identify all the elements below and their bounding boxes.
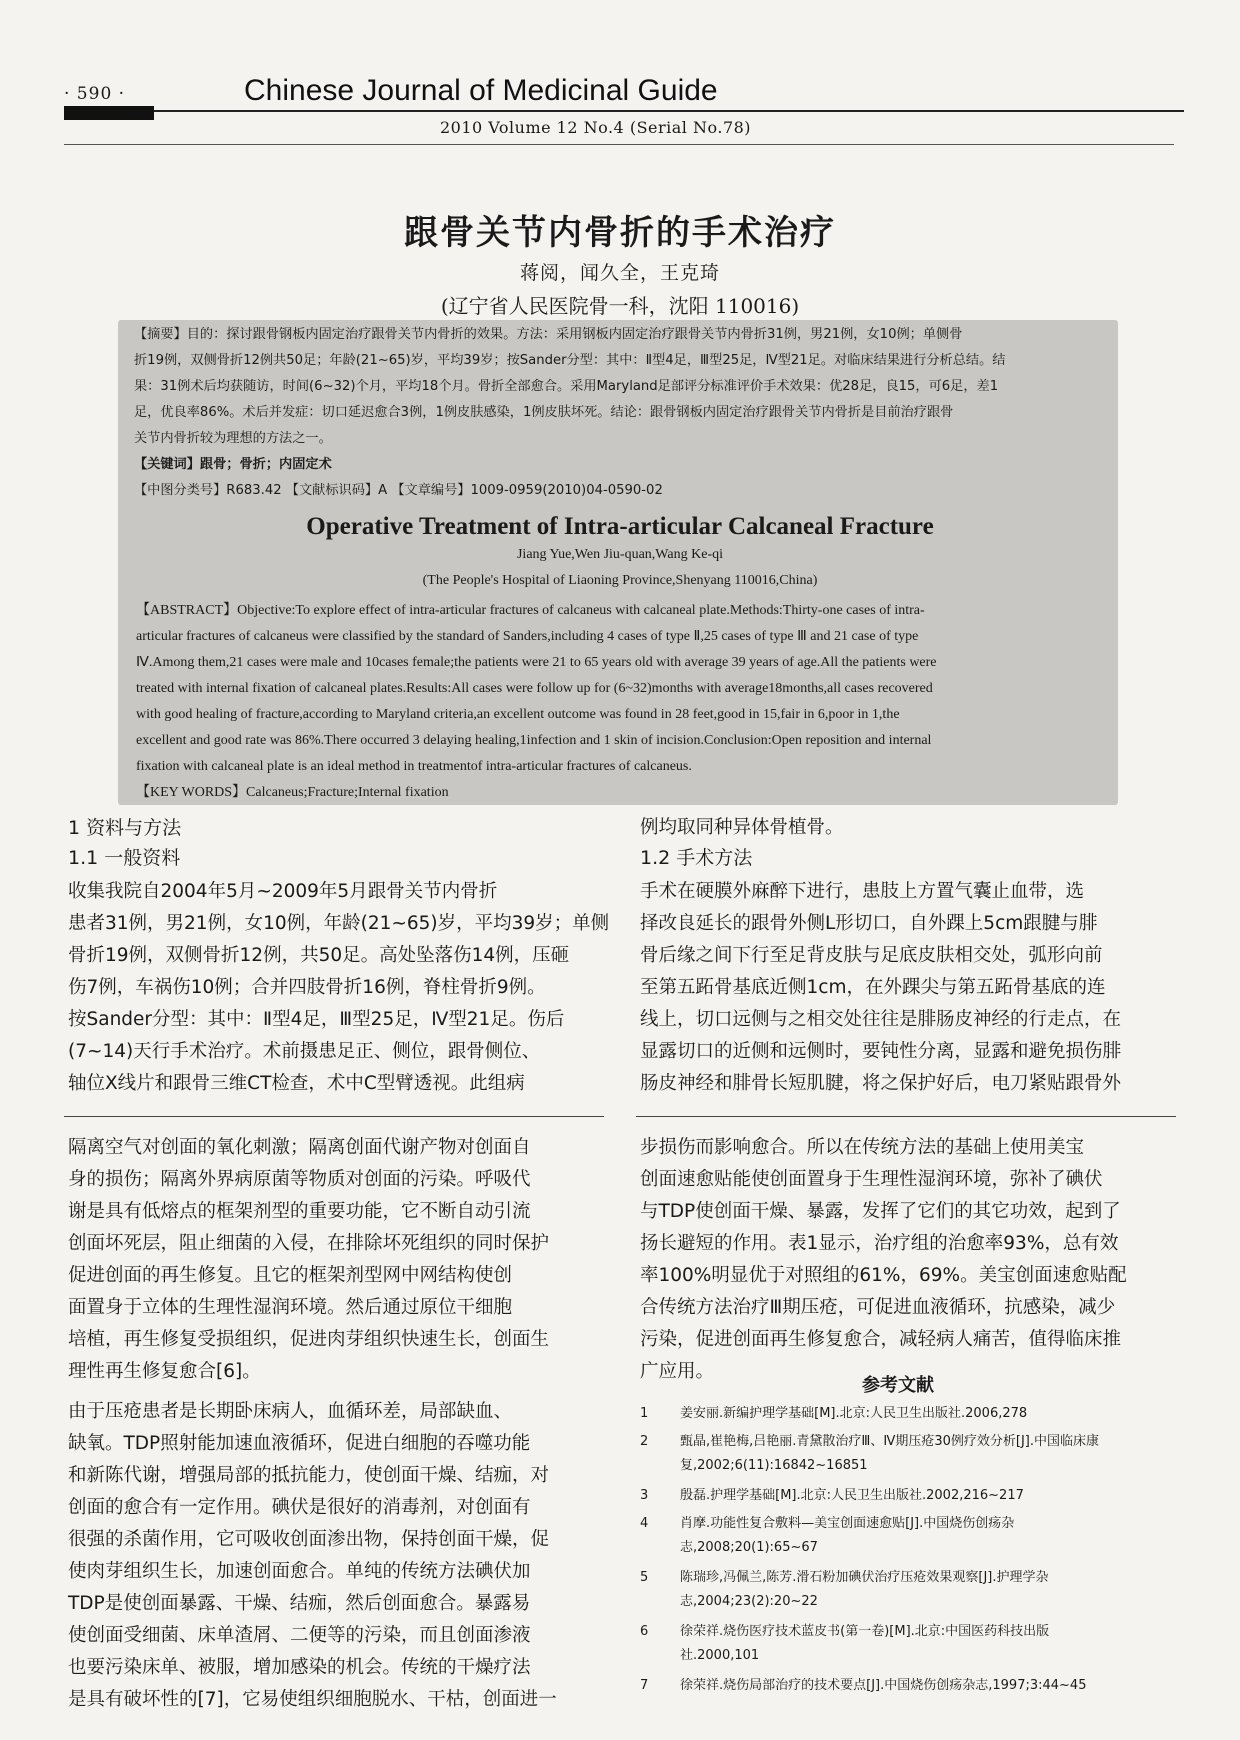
header-divider	[64, 144, 1174, 145]
reference-number: 5	[640, 1570, 649, 1585]
body-line: 手术在硬膜外麻醉下进行，患肢上方置气囊止血带，选	[640, 881, 1085, 902]
body-line: 骨折19例，双侧骨折12例，共50足。高处坠落伤14例，压砸	[68, 945, 570, 966]
reference-item	[640, 1430, 1099, 1478]
section-divider	[64, 1116, 604, 1117]
reference-text: 徐荣祥.烧伤医疗技术蓝皮书(第一卷)[M].北京:中国医药科技出版	[680, 1624, 1050, 1639]
reference-item	[640, 1402, 1027, 1426]
reference-number: 4	[640, 1516, 649, 1531]
body-line: 线上，切口远侧与之相交处往往是腓肠皮神经的行走点，在	[640, 1009, 1122, 1030]
body-line: 由于压疮患者是长期卧床病人，血循环差，局部缺血、	[68, 1401, 513, 1422]
body-line: 也要污染床单、被服，增加感染的机会。传统的干燥疗法	[68, 1657, 531, 1678]
body-line: 很强的杀菌作用，它可吸收创面渗出物，保持创面干燥，促	[68, 1529, 550, 1550]
header-bar	[64, 106, 154, 120]
reference-text: 复,2002;6(11):16842~16851	[680, 1458, 868, 1473]
body-line: 步损伤而影响愈合。所以在传统方法的基础上使用美宝	[640, 1137, 1085, 1158]
body-line: 至第五跖骨基底近侧1cm，在外踝尖与第五跖骨基底的连	[640, 977, 1106, 998]
reference-text: 徐荣祥.烧伤局部治疗的技术要点[J].中国烧伤创疡杂志,1997;3:44~45	[680, 1678, 1087, 1693]
header-rule	[154, 110, 1184, 112]
body-line: 收集我院自2004年5月~2009年5月跟骨关节内骨折	[68, 881, 498, 902]
reference-text: 殷磊.护理学基础[M].北京:人民卫生出版社.2002,216~217	[680, 1488, 1024, 1503]
body-line: 污染，促进创面再生修复愈合，减轻病人痛苦，值得临床推	[640, 1329, 1122, 1350]
reference-text: 志,2004;23(2):20~22	[680, 1594, 818, 1609]
abstract-cn-line: 果：31例术后均获随访，时间(6~32)个月，平均18个月。骨折全部愈合。采用Maryland足部评分标准评价手术效果：优28足，良15，可6足，差1	[134, 379, 999, 394]
authors-en: Jiang Yue,Wen Jiu-quan,Wang Ke-qi	[516, 547, 723, 562]
journal-title: Chinese Journal of Medicinal Guide	[244, 74, 718, 107]
body-line: 身的损伤；隔离外界病原菌等物质对创面的污染。呼吸代	[68, 1169, 531, 1190]
body-line: 择改良延长的跟骨外侧L形切口，自外踝上5cm跟腱与腓	[640, 913, 1098, 934]
abstract-cn-line: 足，优良率86%。术后并发症：切口延迟愈合3例，1例皮肤感染，1例皮肤坏死。结论：跟骨钢板内固定治疗跟骨关节内骨折是目前治疗跟骨	[134, 405, 954, 420]
abstract-en-line: excellent and good rate was 86%.There occurred 3 delaying healing,1infection and 1 skin of incision.Conclusion:Open reposition and internal	[136, 733, 932, 748]
body-line: 例均取同种异体骨植骨。	[640, 817, 844, 838]
reference-item	[640, 1566, 1049, 1614]
body-line: TDP是使创面暴露、干燥、结痂，然后创面愈合。暴露易	[68, 1593, 531, 1614]
reference-text: 姜安丽.新编护理学基础[M].北京:人民卫生出版社.2006,278	[680, 1406, 1028, 1421]
reference-number: 2	[640, 1434, 649, 1449]
reference-item	[640, 1674, 1086, 1698]
reference-item	[640, 1484, 1024, 1508]
keywords-en: 【KEY WORDS】Calcaneus;Fracture;Internal fixation	[136, 785, 449, 800]
page-number: · 590 ·	[64, 84, 126, 104]
body-line: 隔离空气对创面的氧化刺激；隔离创面代谢产物对创面自	[68, 1137, 531, 1158]
reference-number: 6	[640, 1624, 649, 1639]
abstract-en-line: 【ABSTRACT】Objective:To explore effect of intra-articular fractures of calcaneus with calcaneal plate.Methods:Thirty-one cases of intra-	[136, 603, 925, 618]
body-line: 促进创面的再生修复。且它的框架剂型网中网结构使创	[68, 1265, 513, 1286]
references-heading: 参考文献	[862, 1375, 934, 1396]
subsection-heading: 1.1 一般资料	[68, 847, 181, 869]
reference-item	[640, 1620, 1049, 1668]
section-divider	[636, 1116, 1176, 1117]
body-line: 与TDP使创面干燥、暴露，发挥了它们的其它功效，起到了	[640, 1201, 1121, 1222]
section-heading: 1 资料与方法	[68, 817, 182, 839]
body-line: 率100%明显优于对照组的61%，69%。美宝创面速愈贴配	[640, 1265, 1127, 1286]
body-line: 骨后缘之间下行至足背皮肤与足底皮肤相交处，弧形向前	[640, 945, 1103, 966]
abstract-cn-line: 关节内骨折较为理想的方法之一。	[134, 431, 332, 446]
affiliation-cn: (辽宁省人民医院骨一科，沈阳 110016)	[440, 294, 800, 318]
abstract-en-line: articular fractures of calcaneus were classified by the standard of Sanders,including 4 cases of type Ⅱ,25 cases of type Ⅲ and 21 case of type	[136, 629, 919, 644]
body-line: 理性再生修复愈合[6]。	[68, 1361, 261, 1382]
reference-text: 甄晶,崔艳梅,吕艳丽.青黛散治疗Ⅲ、Ⅳ期压疮30例疗效分析[J].中国临床康	[680, 1434, 1100, 1449]
body-line: 肠皮神经和腓骨长短肌腱，将之保护好后，电刀紧贴跟骨外	[640, 1073, 1122, 1094]
subsection-heading: 1.2 手术方法	[640, 847, 753, 869]
body-line: 和新陈代谢，增强局部的抵抗能力，使创面干燥、结痂，对	[68, 1465, 550, 1486]
reference-text: 社.2000,101	[680, 1648, 760, 1663]
body-line: 扬长避短的作用。表1显示，治疗组的治愈率93%，总有效	[640, 1233, 1119, 1254]
reference-text: 肖摩.功能性复合敷料—美宝创面速愈贴[J].中国烧伤创疡杂	[680, 1516, 1015, 1531]
article-title-en: Operative Treatment of Intra-articular Calcaneal Fracture	[306, 513, 934, 540]
body-line: 是具有破坏性的[7]，它易使组织细胞脱水、干枯，创面进一	[68, 1689, 557, 1710]
article-title-cn: 跟骨关节内骨折的手术治疗	[404, 213, 836, 253]
reference-number: 7	[640, 1678, 649, 1693]
classification-line: 【中图分类号】R683.42 【文献标识码】A 【文章编号】1009-0959(2010)04-0590-02	[134, 483, 663, 498]
abstract-cn-line: 折19例，双侧骨折12例共50足；年龄(21~65)岁，平均39岁；按Sander分型：其中：Ⅱ型4足，Ⅲ型25足，Ⅳ型21足。对临床结果进行分析总结。结	[134, 353, 1006, 368]
body-line: 创面的愈合有一定作用。碘伏是很好的消毒剂，对创面有	[68, 1497, 531, 1518]
body-line: 使肉芽组织生长，加速创面愈合。单纯的传统方法碘伏加	[68, 1561, 531, 1582]
body-line: 合传统方法治疗Ⅲ期压疮，可促进血液循环，抗感染，减少	[640, 1297, 1116, 1318]
body-line: 伤7例，车祸伤10例；合并四肢骨折16例，脊柱骨折9例。	[68, 977, 546, 998]
keywords-cn: 【关键词】跟骨；骨折；内固定术	[134, 457, 332, 472]
body-line: 轴位X线片和跟骨三维CT检查，术中C型臂透视。此组病	[68, 1073, 525, 1094]
abstract-cn-line: 【摘要】目的：探讨跟骨钢板内固定治疗跟骨关节内骨折的效果。方法：采用钢板内固定治疗跟骨关节内骨折31例，男21例，女10例；单侧骨	[134, 327, 963, 342]
body-line: 显露切口的近侧和远侧时，要钝性分离，显露和避免损伤腓	[640, 1041, 1122, 1062]
affiliation-en: (The People's Hospital of Liaoning Province,Shenyang 110016,China)	[422, 573, 818, 588]
abstract-en-line: with good healing of fracture,according to Maryland criteria,an excellent outcome was found in 28 feet,good in 15,fair in 6,poor in 1,the	[136, 707, 900, 722]
body-line: 使创面受细菌、床单渣屑、二便等的污染，而且创面渗液	[68, 1625, 531, 1646]
body-line: 培植，再生修复受损组织，促进肉芽组织快速生长，创面生	[68, 1329, 550, 1350]
issue-line: 2010 Volume 12 No.4 (Serial No.78)	[440, 118, 752, 137]
reference-number: 1	[640, 1406, 649, 1421]
abstract-en-line: fixation with calcaneal plate is an ideal method in treatmentof intra-articular fractures of calcaneus.	[136, 759, 692, 774]
body-line: 患者31例，男21例，女10例，年龄(21~65)岁，平均39岁；单侧	[68, 913, 610, 934]
reference-item	[640, 1512, 1014, 1560]
reference-text: 陈瑞珍,冯佩兰,陈芳.滑石粉加碘伏治疗压疮效果观察[J].护理学杂	[680, 1570, 1049, 1585]
abstract-en-line: Ⅳ.Among them,21 cases were male and 10cases female;the patients were 21 to 65 years old with average 39 years of age.All the patients were	[136, 655, 937, 670]
reference-number: 3	[640, 1488, 649, 1503]
body-line: 缺氧。TDP照射能加速血液循环，促进白细胞的吞噬功能	[68, 1433, 531, 1454]
abstract-en-line: treated with internal fixation of calcaneal plates.Results:All cases were follow up for (6~32)months with average18months,all cases recovered	[136, 681, 933, 696]
authors-cn: 蒋阅，闻久全，王克琦	[519, 262, 720, 284]
body-line: 创面坏死层，阻止细菌的入侵，在排除坏死组织的同时保护	[68, 1233, 550, 1254]
body-line: 广应用。	[640, 1361, 715, 1382]
body-line: 谢是具有低熔点的框架剂型的重要功能，它不断自动引流	[68, 1201, 531, 1222]
body-line: 面置身于立体的生理性湿润环境。然后通过原位干细胞	[68, 1297, 513, 1318]
reference-text: 志,2008;20(1):65~67	[680, 1540, 818, 1555]
body-line: 按Sander分型：其中：Ⅱ型4足，Ⅲ型25足，Ⅳ型21足。伤后	[68, 1009, 565, 1030]
body-line: 创面速愈贴能使创面置身于生理性湿润环境，弥补了碘伏	[640, 1169, 1103, 1190]
body-line: (7~14)天行手术治疗。术前摄患足正、侧位，跟骨侧位、	[68, 1041, 541, 1062]
